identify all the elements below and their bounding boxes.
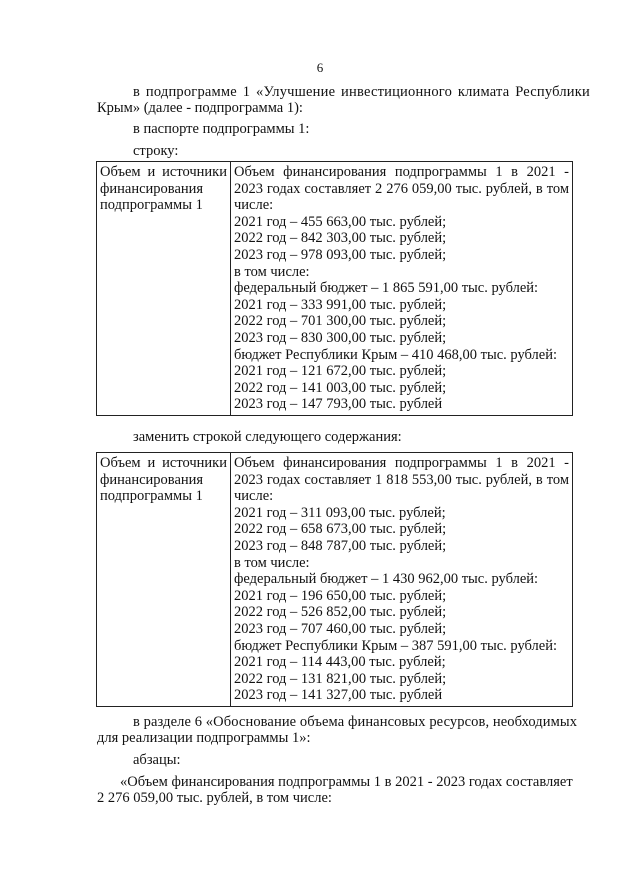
table-new-label-line: подпрограммы 1 xyxy=(100,488,203,505)
outro-line-3: абзацы: xyxy=(133,752,181,768)
table-old-line: 2021 год – 333 991,00 тыс. рублей; xyxy=(234,296,447,313)
table-new-label-cell xyxy=(97,453,231,707)
table-old-line: Объем финансирования подпрограммы 1 в 2021 - xyxy=(234,164,569,180)
table-new-line: федеральный бюджет – 1 430 962,00 тыс. рублей: xyxy=(234,571,539,588)
table-old-line: федеральный бюджет – 1 865 591,00 тыс. рублей: xyxy=(234,280,539,297)
table-new-line: 2022 год – 658 673,00 тыс. рублей; xyxy=(234,521,447,538)
outro-line-5: 2 276 059,00 тыс. рублей, в том числе: xyxy=(97,790,332,806)
table-old-label-line: Объем и источники xyxy=(100,164,227,180)
table-new-line: 2021 год – 114 443,00 тыс. рублей; xyxy=(234,654,446,671)
table-old-label-cell xyxy=(97,162,231,416)
replace-instruction: заменить строкой следующего содержания: xyxy=(133,429,402,445)
intro-line-1: в подпрограмме 1 «Улучшение инвестиционного климата Республики xyxy=(133,84,590,100)
intro-line-4: строку: xyxy=(133,143,179,159)
table-new-label-line: финансирования xyxy=(100,471,204,488)
table-new xyxy=(96,452,573,707)
intro-line-3: в паспорте подпрограммы 1: xyxy=(133,121,310,137)
page-number: 6 xyxy=(316,60,324,75)
table-old-line: 2023 год – 978 093,00 тыс. рублей; xyxy=(234,246,447,263)
table-old-line: в том числе: xyxy=(234,263,310,280)
table-old xyxy=(96,161,573,416)
table-old-label-line: финансирования xyxy=(100,180,204,197)
table-new-line: бюджет Республики Крым – 387 591,00 тыс. рублей: xyxy=(234,637,558,654)
table-old-line: 2021 год – 121 672,00 тыс. рублей; xyxy=(234,363,447,380)
table-old-line: числе: xyxy=(234,197,274,214)
table-old-value-cell xyxy=(231,162,573,416)
table-old-line: 2022 год – 141 003,00 тыс. рублей; xyxy=(234,379,447,396)
table-new-line: 2023 год – 848 787,00 тыс. рублей; xyxy=(234,537,447,554)
table-old-line: 2022 год – 842 303,00 тыс. рублей; xyxy=(234,230,447,247)
outro-line-2: для реализации подпрограммы 1»: xyxy=(97,730,311,746)
table-new-value-cell xyxy=(231,453,573,707)
intro-line-2: Крым» (далее - подпрограмма 1): xyxy=(97,100,303,116)
table-new-line: 2021 год – 311 093,00 тыс. рублей; xyxy=(234,504,446,521)
table-new-line: 2021 год – 196 650,00 тыс. рублей; xyxy=(234,587,447,604)
table-old-label-line: подпрограммы 1 xyxy=(100,197,203,214)
table-new-line: 2023 год – 141 327,00 тыс. рублей xyxy=(234,687,443,704)
table-old-line: 2023 годах составляет 2 276 059,00 тыс. рублей, в том xyxy=(234,180,569,197)
table-old-line: 2022 год – 701 300,00 тыс. рублей; xyxy=(234,313,447,330)
table-old-line: 2021 год – 455 663,00 тыс. рублей; xyxy=(234,213,447,230)
table-new-line: в том числе: xyxy=(234,554,310,571)
table-old-line: 2023 год – 830 300,00 тыс. рублей; xyxy=(234,329,447,346)
table-new-line: Объем финансирования подпрограммы 1 в 2021 - xyxy=(234,455,569,471)
table-new-line: 2022 год – 131 821,00 тыс. рублей; xyxy=(234,670,447,687)
table-old-line: 2023 год – 147 793,00 тыс. рублей xyxy=(234,396,443,413)
table-new-line: 2023 год – 707 460,00 тыс. рублей; xyxy=(234,620,447,637)
table-new-label-line: Объем и источники xyxy=(100,455,227,471)
table-old-line: бюджет Республики Крым – 410 468,00 тыс. рублей: xyxy=(234,346,558,363)
outro-line-1: в разделе 6 «Обоснование объема финансовых ресурсов, необходимых xyxy=(133,714,578,730)
table-new-line: 2023 годах составляет 1 818 553,00 тыс. рублей, в том xyxy=(234,471,569,488)
outro-line-4: «Объем финансирования подпрограммы 1 в 2021 - 2023 годах составляет xyxy=(120,774,573,790)
table-new-line: 2022 год – 526 852,00 тыс. рублей; xyxy=(234,604,447,621)
table-new-line: числе: xyxy=(234,488,274,505)
